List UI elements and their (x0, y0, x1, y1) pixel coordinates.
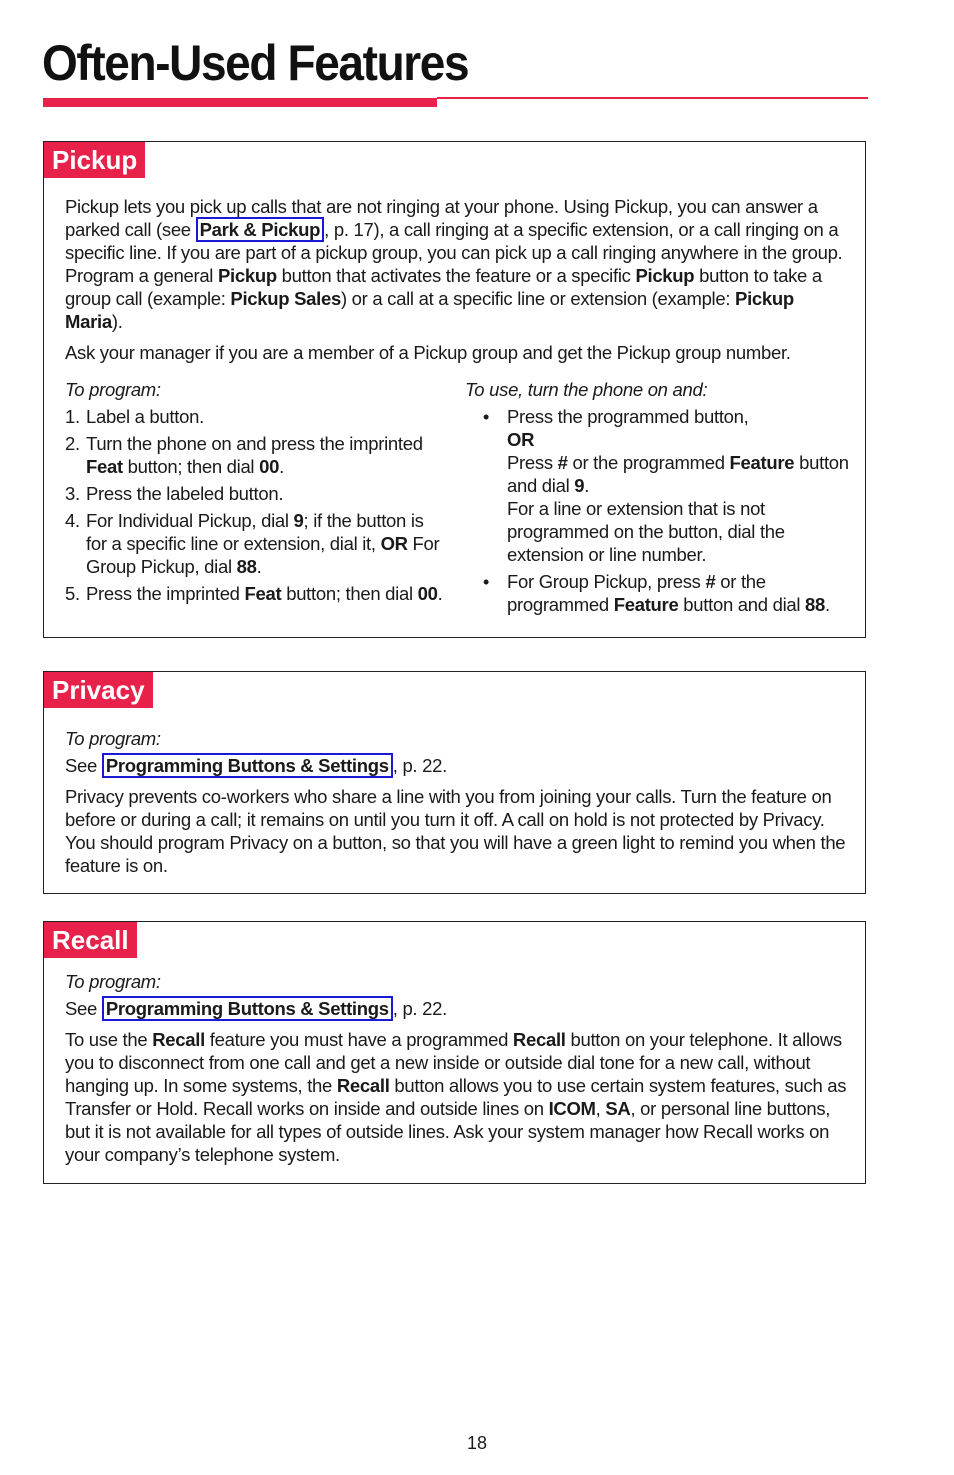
pickup-content (65, 195, 851, 620)
text: . (256, 556, 262, 577)
step-number: 3. (65, 483, 80, 504)
pickup-program-steps (65, 405, 445, 605)
pickup-heading: Pickup (44, 142, 145, 178)
step-number: 1. (65, 406, 80, 427)
park-pickup-link[interactable]: Park & Pickup (196, 217, 325, 242)
recall-heading: Recall (44, 922, 137, 958)
recall-section (43, 921, 866, 1184)
text: To use the (65, 1029, 153, 1050)
or-word: OR (507, 429, 535, 450)
programming-buttons-link[interactable]: Programming Buttons & Settings (102, 753, 393, 778)
pickup-use-heading: To use, turn the phone on and: (465, 379, 708, 400)
sa-word: SA (605, 1098, 631, 1119)
text: . (825, 594, 830, 615)
text: , or personal line buttons, but it is not available for all types of outside lines. Ask your system manager how Recall works on your company’s telephone system. (65, 1098, 831, 1165)
recall-word: Recall (336, 1075, 390, 1096)
text: , p. 22. (392, 755, 447, 776)
pickup-program-heading: To program: (65, 379, 161, 400)
text: . (437, 583, 443, 604)
step-number: 2. (65, 433, 80, 454)
text: button on your telephone. It allows you to disconnect from one call and get a new inside or outside dial tone for a new call, without hanging up. In some systems, the (65, 1029, 842, 1096)
step-text: Label a button. (86, 406, 204, 427)
text: ; if the button is for a specific line or extension, dial it, (86, 510, 424, 554)
text: , p. 22. (392, 998, 447, 1019)
text: For a line or extension that is not programmed on the button, dial the extension or line number. (507, 498, 785, 565)
privacy-body: Privacy prevents co-workers who share a line with you from joining your calls. Turn the feature on before or during a call; it remains on until you turn it off. A call on hold is not protected by Privacy. You should program Privacy on a button, so that you will have a green light to remind you when the feature is on. (65, 786, 846, 876)
privacy-content (65, 727, 851, 885)
feature-key: Feature (729, 452, 795, 473)
privacy-program-heading: To program: (65, 728, 161, 749)
text: ). (111, 311, 123, 332)
text: ) or a call at a specific line or extension (example: (340, 288, 736, 309)
text: Pickup lets you pick up calls that are not ringing at your phone. Using Pickup, you can answer a parked call (see (65, 196, 818, 240)
text: Turn the phone on and press the imprinted (86, 433, 423, 454)
step-number: 4. (65, 510, 80, 531)
recall-program-heading: To program: (65, 971, 161, 992)
text: or the programmed (507, 571, 766, 615)
step-text (86, 509, 445, 578)
recall-word: Recall (512, 1029, 566, 1050)
text: For Group Pickup, press (507, 571, 706, 592)
step-text (86, 432, 445, 478)
step-text (86, 582, 442, 605)
list-item (65, 432, 445, 478)
bullet: • (482, 571, 490, 592)
text: feature you must have a programmed (204, 1029, 513, 1050)
title-rule-thin (437, 97, 868, 99)
text: , p. 17), a call ringing at a specific extension, or a call ringing on a specific line. If you are part of a pickup group, you can pick up a call ringing anywhere in the group. Program a general (65, 219, 843, 286)
bullet-text (507, 405, 851, 566)
bullet: • (482, 406, 490, 427)
code: 88 (805, 594, 825, 615)
pickup-intro (65, 195, 851, 333)
pickup-maria: Pickup Maria (65, 288, 794, 332)
text: button allows you to use certain system features, such as Transfer or Hold. Recall works on inside and outside lines on (65, 1075, 847, 1119)
pickup-program-column (65, 378, 445, 620)
recall-see (65, 997, 851, 1020)
hash-key: # (557, 452, 568, 473)
text: button; then dial (122, 456, 260, 477)
pickup-word: Pickup (217, 265, 277, 286)
text: For Group Pickup, dial (86, 533, 440, 577)
code: 88 (236, 556, 257, 577)
page-number: 18 (466, 1433, 488, 1453)
icom-word: ICOM (548, 1098, 596, 1119)
code: 9 (574, 475, 585, 496)
list-item (65, 405, 445, 428)
recall-word: Recall (152, 1029, 205, 1050)
pickup-use-list (465, 405, 851, 616)
privacy-see (65, 754, 851, 777)
feat-key: Feat (244, 583, 282, 604)
step-text: Press the labeled button. (86, 483, 284, 504)
recall-body (65, 1028, 851, 1166)
pickup-sales: Pickup Sales (230, 288, 341, 309)
step-number: 5. (65, 583, 80, 604)
feature-key: Feature (613, 594, 679, 615)
list-item (65, 582, 445, 605)
code: 00 (259, 456, 280, 477)
text: button and dial (507, 452, 849, 496)
pickup-use-column (465, 378, 851, 620)
text: , (595, 1098, 606, 1119)
text: . (279, 456, 284, 477)
hash-key: # (705, 571, 716, 592)
text: button that activates the feature or a specific (276, 265, 636, 286)
pickup-columns (65, 378, 851, 620)
page-title: Often-Used Features (42, 35, 469, 91)
list-item (65, 509, 445, 578)
pickup-word: Pickup (635, 265, 695, 286)
privacy-section (43, 671, 866, 894)
pickup-section (43, 141, 866, 638)
title-rule-thick (43, 98, 437, 107)
list-item (465, 570, 851, 616)
text: Press the programmed button, (507, 406, 749, 427)
text: See (65, 998, 102, 1019)
text: button; then dial (281, 583, 418, 604)
code: 9 (293, 510, 304, 531)
text: button to take a group call (example: (65, 265, 822, 309)
text: See (65, 755, 102, 776)
pickup-manager-text: Ask your manager if you are a member of a Pickup group and get the Pickup group number. (65, 342, 791, 363)
text: button and dial (678, 594, 806, 615)
feat-key: Feat (86, 456, 123, 477)
text: . (584, 475, 590, 496)
text: Press (507, 452, 558, 473)
text: or the programmed (567, 452, 730, 473)
text: Press the imprinted (86, 583, 245, 604)
recall-content (65, 970, 851, 1174)
bullet-text (507, 570, 851, 616)
code: 00 (417, 583, 438, 604)
or-word: OR (380, 533, 408, 554)
list-item (465, 405, 851, 566)
programming-buttons-link[interactable]: Programming Buttons & Settings (102, 996, 393, 1021)
privacy-heading: Privacy (44, 672, 153, 708)
text: For Individual Pickup, dial (86, 510, 294, 531)
list-item (65, 482, 445, 505)
